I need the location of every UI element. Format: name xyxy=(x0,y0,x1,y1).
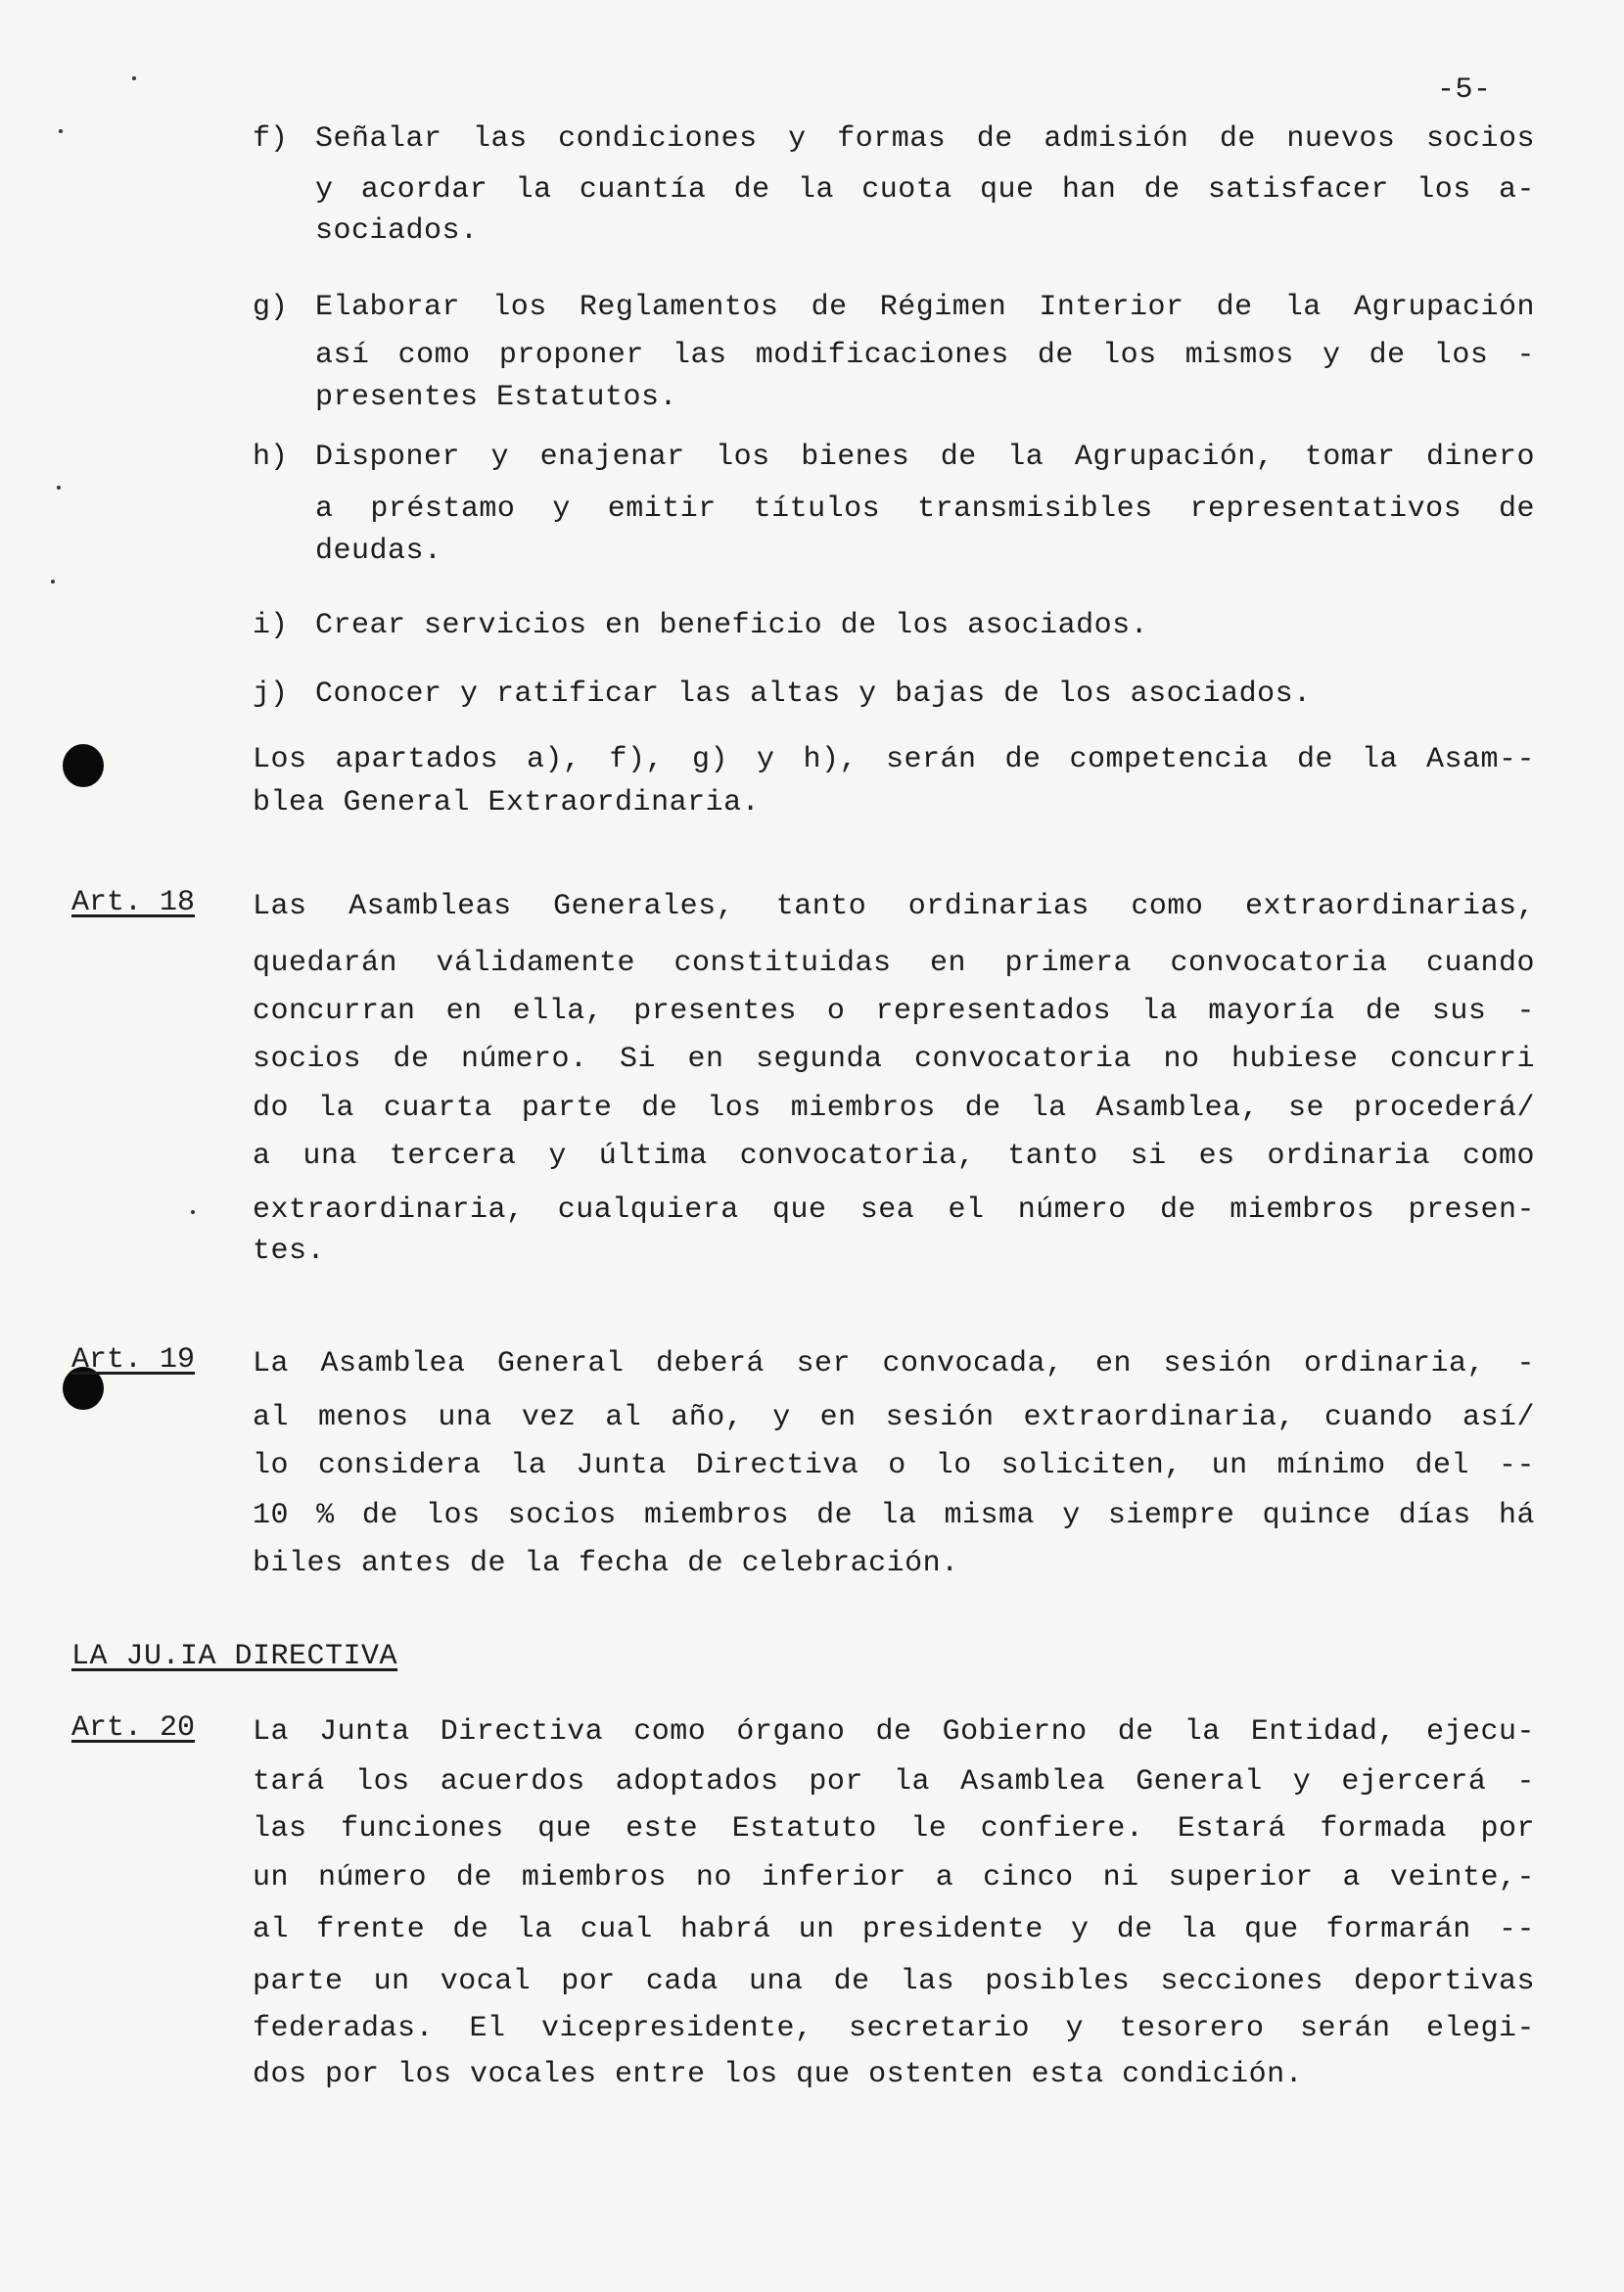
article-label: Art. 19 xyxy=(71,1343,196,1377)
item-text-line: sociados. xyxy=(315,214,479,248)
article-label: Art. 18 xyxy=(71,886,196,919)
note-line: blea General Extraordinaria. xyxy=(253,786,761,819)
article-label: Art. 20 xyxy=(71,1711,196,1745)
article-text-line: La Junta Directiva como órgano de Gobierno de la Entidad, ejecu- xyxy=(253,1715,1535,1749)
item-text-line: deudas. xyxy=(315,535,442,568)
article-text-line: un número de miembros no inferior a cinco ni superior a veinte,- xyxy=(253,1861,1535,1894)
article-text-line: a una tercera y última convocatoria, tanto si es ordinaria como xyxy=(253,1140,1535,1173)
speck xyxy=(51,580,55,584)
article-text-line: al frente de la cual habrá un presidente y de la que formarán -- xyxy=(253,1913,1535,1946)
item-label: f) xyxy=(253,122,289,156)
item-text-line: Crear servicios en beneficio de los asociados. xyxy=(315,609,1149,642)
item-text-line: a préstamo y emitir títulos transmisibles representativos de xyxy=(315,492,1535,526)
item-text-line: presentes Estatutos. xyxy=(315,381,678,414)
item-label: j) xyxy=(253,678,289,711)
article-text-line: biles antes de la fecha de celebración. xyxy=(253,1547,959,1580)
article-text-line: federadas. El vicepresidente, secretario y tesorero serán elegi- xyxy=(253,2012,1535,2045)
speck xyxy=(59,129,63,133)
article-text-line: tes. xyxy=(253,1235,326,1268)
section-heading: LA JU.IA DIRECTIVA xyxy=(71,1640,398,1673)
article-text-line: Las Asambleas Generales, tanto ordinarias como extraordinarias, xyxy=(253,890,1535,923)
article-text-line: 10 % de los socios miembros de la misma y siempre quince días há xyxy=(253,1499,1535,1532)
article-text-line: La Asamblea General deberá ser convocada, en sesión ordinaria, - xyxy=(253,1347,1535,1380)
item-text-line: y acordar la cuantía de la cuota que han de satisfacer los a- xyxy=(315,173,1535,207)
speck xyxy=(57,486,61,490)
article-text-line: quedarán válidamente constituidas en primera convocatoria cuando xyxy=(253,947,1535,980)
item-label: g) xyxy=(253,291,289,324)
article-text-line: tará los acuerdos adoptados por la Asamblea General y ejercerá - xyxy=(253,1765,1535,1799)
article-text-line: do la cuarta parte de los miembros de la Asamblea, se procederá/ xyxy=(253,1092,1535,1125)
item-text-line: Disponer y enajenar los bienes de la Agrupación, tomar dinero xyxy=(315,441,1535,474)
item-text-line: Señalar las condiciones y formas de admisión de nuevos socios xyxy=(315,122,1535,156)
item-text-line: así como proponer las modificaciones de los mismos y de los - xyxy=(315,339,1535,372)
item-text-line: Conocer y ratificar las altas y bajas de los asociados. xyxy=(315,678,1312,711)
note-line: Los apartados a), f), g) y h), serán de competencia de la Asam-- xyxy=(253,743,1535,776)
page-number: -5- xyxy=(1437,73,1492,107)
article-text-line: las funciones que este Estatuto le confiere. Estará formada por xyxy=(253,1812,1535,1846)
article-text-line: extraordinaria, cualquiera que sea el número de miembros presen- xyxy=(253,1193,1535,1227)
speck xyxy=(132,76,136,80)
article-text-line: dos por los vocales entre los que ostenten esta condición. xyxy=(253,2058,1304,2091)
article-text-line: concurran en ella, presentes o representados la mayoría de sus - xyxy=(253,995,1535,1028)
article-text-line: al menos una vez al año, y en sesión extraordinaria, cuando así/ xyxy=(253,1401,1535,1434)
article-text-line: socios de número. Si en segunda convocatoria no hubiese concurri xyxy=(253,1043,1535,1076)
item-label: i) xyxy=(253,609,289,642)
item-label: h) xyxy=(253,441,289,474)
punch-hole xyxy=(63,744,104,787)
speck xyxy=(191,1210,195,1214)
article-text-line: parte un vocal por cada una de las posibles secciones deportivas xyxy=(253,1965,1535,1998)
item-text-line: Elaborar los Reglamentos de Régimen Interior de la Agrupación xyxy=(315,291,1535,324)
article-text-line: lo considera la Junta Directiva o lo soliciten, un mínimo del -- xyxy=(253,1449,1535,1482)
